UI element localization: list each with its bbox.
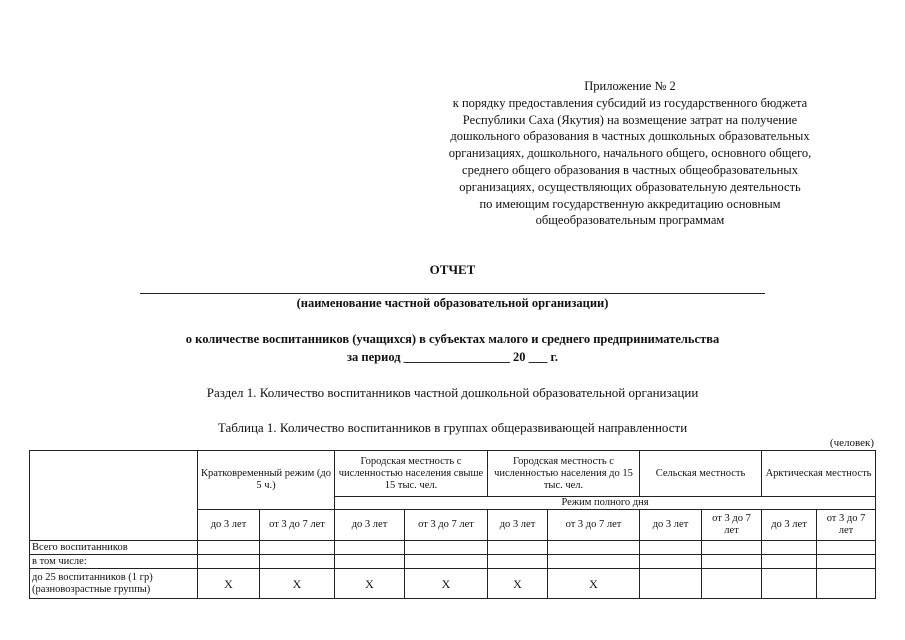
x-mark-cell: Х [405,569,488,599]
value-cell[interactable] [198,541,260,555]
value-cell[interactable] [405,555,488,569]
row-label-total: Всего воспитанников [30,541,198,555]
appendix-line: Республики Саха (Якутия) на возмещение затрат на получение [462,112,798,127]
appendix-line: дошкольного образования в частных дошкольных образовательных [450,129,810,144]
x-mark-cell: Х [335,569,405,599]
table-row [30,541,876,555]
header-urban-under-15k: Городская местность с численностью населения до 15 тыс. чел. [488,451,640,497]
x-mark-cell: Х [260,569,335,599]
header-corner-cell [30,451,198,541]
value-cell[interactable] [488,555,548,569]
value-cell[interactable] [640,555,702,569]
value-cell[interactable] [198,555,260,569]
value-cell[interactable] [548,541,640,555]
row-label-including: в том числе: [30,555,198,569]
value-cell[interactable] [762,541,817,555]
value-cell[interactable] [817,541,876,555]
age-under-3: до 3 лет [640,510,702,541]
x-mark-cell: Х [548,569,640,599]
age-3-to-7: от 3 до 7 лет [548,510,640,541]
x-mark-cell: Х [488,569,548,599]
org-name-underline [140,293,765,294]
report-title: ОТЧЕТ [429,262,476,277]
value-cell[interactable] [335,555,405,569]
value-cell[interactable] [640,569,702,599]
age-3-to-7: от 3 до 7 лет [405,510,488,541]
appendix-line: организациях, осуществляющих образовательную деятельность [459,179,801,194]
appendix-heading [400,78,860,229]
value-cell[interactable] [335,541,405,555]
header-short-mode: Кратковременный режим (до 5 ч.) [198,451,335,510]
appendix-line: по имеющим государственную аккредитацию основным [479,196,781,211]
value-cell[interactable] [702,569,762,599]
table-row [30,555,876,569]
appendix-line: среднего общего образования в частных общеобразовательных [462,162,798,177]
age-3-to-7: от 3 до 7 лет [260,510,335,541]
appendix-line: Приложение № 2 [584,79,676,93]
pupils-table [29,450,876,599]
value-cell[interactable] [260,541,335,555]
value-cell[interactable] [817,569,876,599]
value-cell[interactable] [488,541,548,555]
value-cell[interactable] [817,555,876,569]
value-cell[interactable] [640,541,702,555]
header-rural: Сельская местность [640,451,762,497]
value-cell[interactable] [762,555,817,569]
appendix-line: к порядку предоставления субсидий из государственного бюджета [452,95,808,110]
age-under-3: до 3 лет [488,510,548,541]
value-cell[interactable] [405,541,488,555]
value-cell[interactable] [548,555,640,569]
age-under-3: до 3 лет [198,510,260,541]
report-subject-line: о количестве воспитанников (учащихся) в субъектах малого и среднего предпринимательства [185,332,720,346]
value-cell[interactable] [762,569,817,599]
report-period-line: за период _________________ 20 ___ г. [347,350,558,364]
age-3-to-7: от 3 до 7 лет [702,510,762,541]
appendix-line: организациях, дошкольного, начального общего, основного общего, [448,146,812,161]
units-label: (человек) [829,437,874,449]
header-full-day-mode: Режим полного дня [335,497,876,510]
table-title: Таблица 1. Количество воспитанников в группах общеразвивающей направленности [217,420,688,435]
value-cell[interactable] [702,541,762,555]
age-under-3: до 3 лет [335,510,405,541]
age-3-to-7: от 3 до 7 лет [817,510,876,541]
x-mark-cell: Х [198,569,260,599]
value-cell[interactable] [702,555,762,569]
value-cell[interactable] [260,555,335,569]
table-row [30,569,876,599]
header-urban-over-15k: Городская местность с численностью населения свыше 15 тыс. чел. [335,451,488,497]
appendix-line: общеобразовательным программам [535,213,725,228]
age-under-3: до 3 лет [762,510,817,541]
section-heading: Раздел 1. Количество воспитанников частной дошкольной образовательной организации [206,385,699,400]
row-label-up-to-25: до 25 воспитанников (1 гр) (разновозрастные группы) [30,569,198,599]
org-name-caption: (наименование частной образовательной организации) [296,296,609,310]
header-arctic: Арктическая местность [762,451,876,497]
